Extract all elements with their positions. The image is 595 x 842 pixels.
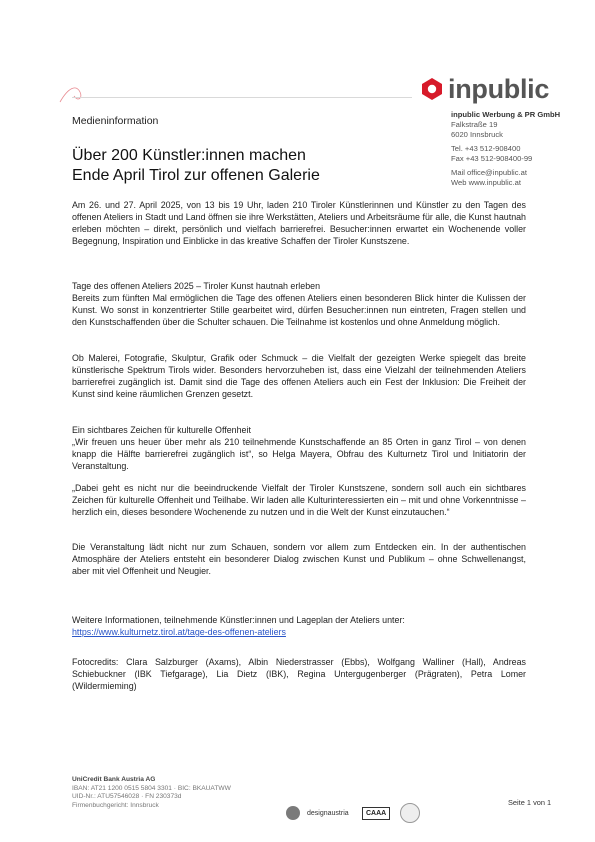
- partner-circle-icon: [286, 806, 300, 820]
- ateliers-link[interactable]: https://www.kulturnetz.tirol.at/tage-des-offenen-ateliers: [72, 627, 286, 638]
- seal-logo: [400, 803, 420, 823]
- company-name: inpublic Werbung & PR GmbH: [451, 110, 561, 119]
- section-2: [72, 424, 526, 472]
- paragraph-2-block: [72, 352, 526, 400]
- inpublic-logo: [420, 74, 549, 104]
- footer-bank-info: [72, 776, 272, 810]
- credits-block: [72, 656, 526, 692]
- header-divider: [72, 97, 412, 98]
- logo-mark-icon: [420, 77, 444, 101]
- photo-credits: Fotocredits: Clara Salzburger (Axams), Albin Niederstrasser (Ebbs), Wolfgang Walliner (Hall), Andreas Schiebuckner (IBK Tiefgarage), Lia Dietz (IBK), Regina Untergugenberger (Prägraten), Petra Lomer (Wildermieming): [72, 657, 526, 692]
- paragraph-2: Ob Malerei, Fotografie, Skulptur, Grafik oder Schmuck – die Vielfalt der gezeigten Werke spiegelt das breite künstlerische Spektrum Tirols wider. Besonders hervorzuheben ist, dass eine Vielzahl der teilnehmenden Ateliers barrierefrei zugänglich ist. Damit sind die Tage des offenen Ateliers auch ein Fest der Inklusion: Die Freiheit der Kunst sind keine räumlichen Grenzen gesetzt.: [72, 353, 526, 400]
- footer-uid: UID-Nr.: ATU57546028 · FN 230373d: [72, 793, 182, 801]
- headline: [72, 146, 392, 186]
- paragraph-1: Bereits zum fünften Mal ermöglichen die Tage des offenen Ateliers einen besonderen Blick hinter die Kulissen der Kunst. Wo sonst in konzentrierter Stille gearbeitet wird, dürfen Besucher:innen nun eintreten, Fragen stellen und den Kunstschaffenden über die Schulter schauen. Die Teilnahme ist kostenlos und ohne Anmeldung möglich.: [72, 293, 526, 328]
- designaustria-text: designaustria: [307, 809, 349, 817]
- paragraph-5-block: [72, 541, 526, 577]
- headline-line-1: Über 200 Künstler:innen machen: [72, 147, 306, 164]
- caaa-text: CAAA: [362, 807, 390, 820]
- company-tel: Tel. +43 512-908400: [451, 144, 521, 153]
- paragraph-4: „Dabei geht es nicht nur die beeindruckende Vielfalt der Tiroler Kunstszene, sondern soll auch ein sichtbares Zeichen für kulturelle Offenheit und Teilhabe. Wir laden alle Kulturinteressierten ein – mit und ohne Vorkenntnisse – herzlich ein, dieses besondere Wochenende zu nutzen und in die Welt der Kunst einzutauchen.“: [72, 483, 526, 518]
- intro-text: Am 26. und 27. April 2025, von 13 bis 19 Uhr, laden 210 Tiroler Künstlerinnen und Künstler zu den Tagen des offenen Ateliers in Stadt und Land öffnen sie ihre Werkstätten, Ateliers und Arbeitsräume für alle, die Kunst hautnah erleben möchten – direkt, persönlich und vielfach barrierefrei. Besucher:innen erwartet ein Wochenende voller Begegnung, Inspiration und Einblicke in das kreative Schaffen der Tiroler Kunstszene.: [72, 200, 526, 247]
- company-contact-block: [451, 110, 571, 188]
- subheading-1: Tage des offenen Ateliers 2025 – Tiroler Kunst hautnah erleben: [72, 281, 321, 291]
- page-number: Seite 1 von 1: [508, 798, 552, 807]
- headline-line-2: Ende April Tirol zur offenen Galerie: [72, 167, 320, 184]
- paragraph-5: Die Veranstaltung lädt nicht nur zum Schauen, sondern vor allem zum Entdecken ein. In der authentischen Atmosphäre der Ateliers entsteht ein besonderer Dialog zwischen Kunst und Publikum – ohne Schwellenangst, aber mit viel Offenheit und Neugier.: [72, 542, 526, 577]
- company-fax: Fax +43 512-908400-99: [451, 154, 533, 163]
- intro-paragraph: [72, 199, 526, 247]
- company-city: 6020 Innsbruck: [451, 130, 503, 139]
- designaustria-logo: [307, 803, 349, 823]
- footer-bank-name: UniCredit Bank Austria AG: [72, 776, 156, 783]
- caaa-logo: [362, 803, 390, 823]
- document-type: Medieninformation: [72, 115, 159, 127]
- logo-text: inpublic: [448, 73, 550, 104]
- company-mail[interactable]: Mail office@inpublic.at: [451, 168, 527, 177]
- partner-circle-logo: [286, 803, 300, 823]
- header-swoosh-decoration: [58, 78, 118, 108]
- more-info-text: Weitere Informationen, teilnehmende Künstler:innen und Lageplan der Ateliers unter:: [72, 615, 405, 625]
- seal-icon: [400, 803, 420, 823]
- subheading-2: Ein sichtbares Zeichen für kulturelle Offenheit: [72, 425, 251, 435]
- section-1: [72, 280, 526, 328]
- company-street: Falkstraße 19: [451, 120, 498, 129]
- paragraph-4-block: [72, 482, 526, 518]
- company-web[interactable]: Web www.inpublic.at: [451, 178, 521, 187]
- footer-iban: IBAN: AT21 1200 0515 5804 3301 · BIC: BKAUATWW: [72, 784, 231, 792]
- more-info-block: [72, 614, 526, 638]
- paragraph-3: „Wir freuen uns heuer über mehr als 210 teilnehmende Kunstschaffende an 85 Orten in ganz Tirol – von denen knapp die Hälfte barrierefrei zugänglich ist“, so Helga Mayera, Obfrau des Kulturnetz Tirol und Initiatorin der Veranstaltung.: [72, 437, 526, 472]
- footer-court: Firmenbuchgericht: Innsbruck: [72, 801, 159, 809]
